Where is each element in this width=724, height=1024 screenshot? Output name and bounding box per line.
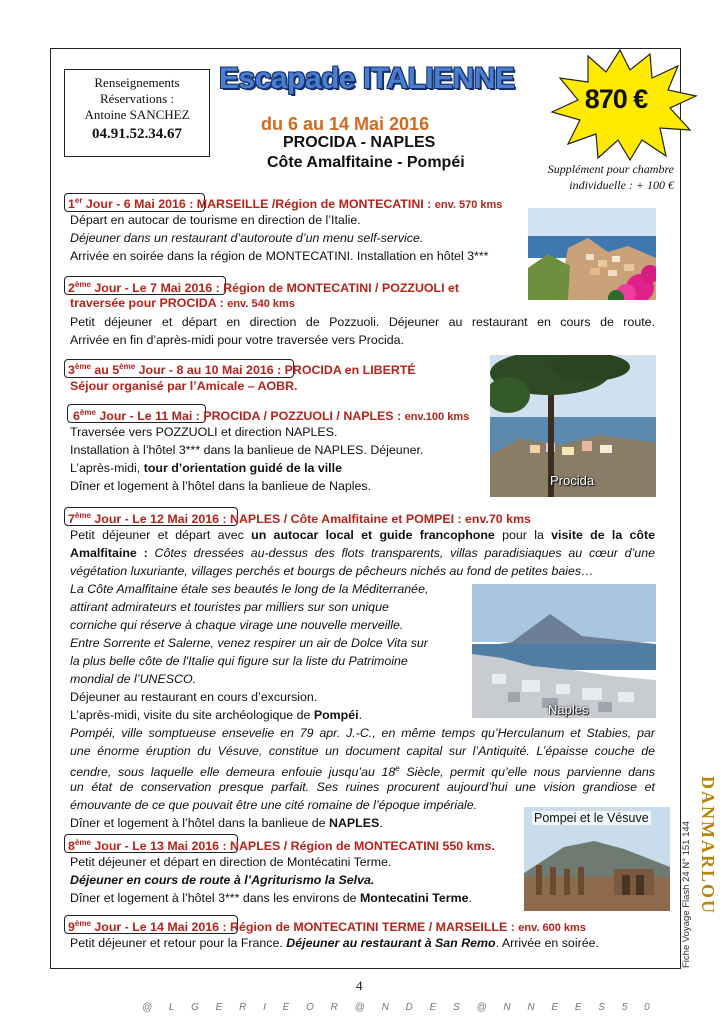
- day7-text: Amalfitaine : Côtes dressées au-dessus des flots transparents, villas paradisiaques au cœur d’une: [70, 546, 655, 560]
- day7-text: corniche qui réserve à chaque virage une nouvelle merveille.: [70, 618, 404, 632]
- day7-text: végétation luxuriante, villages perchés et bourgs de pêcheurs nichés au fond de petites baies…: [70, 564, 594, 578]
- day9-heading: 9ème Jour - Le 14 Mai 2016 : Région de MONTECATINI TERME / MARSEILLE : env. 600 kms: [68, 919, 586, 935]
- contact-line: Renseignements: [94, 75, 180, 90]
- day6-text: Dîner et logement à l’hôtel dans la banlieue de Naples.: [70, 479, 372, 493]
- day8-text: Déjeuner en cours de route à l’Agriturismo la Selva.: [70, 873, 375, 887]
- day7-text: un état de conservation presque parfait. Ses ruines procurent aujourd’hui une vision grandiose et: [70, 780, 655, 794]
- day2-text: Petit déjeuner et départ en direction de Pozzuoli. Déjeuner au restaurant en cours de route.: [70, 315, 655, 329]
- naples-photo: [472, 584, 656, 718]
- procida-caption: Procida: [550, 473, 595, 488]
- day3-heading: 3ème au 5ème Jour - 8 au 10 Mai 2016 : PROCIDA en LIBERTÉ: [68, 362, 416, 378]
- day6-text: Traversée vers POZZUOLI et direction NAPLES.: [70, 425, 338, 439]
- naples-caption: Naples: [548, 702, 589, 717]
- day6-text: L’après-midi, tour d’orientation guidé de la ville: [70, 461, 342, 475]
- day7-text: Déjeuner au restaurant en cours d’excursion.: [70, 690, 318, 704]
- trip-cities: PROCIDA - NAPLES: [283, 134, 436, 151]
- day2-text: Arrivée en fin d’après-midi pour votre traversée vers Procida.: [70, 333, 404, 347]
- day1-text: Arrivée en soirée dans la région de MONTECATINI. Installation en hôtel 3***: [70, 249, 489, 263]
- footer-credit: @ L G E R I E O R @ N D E S @ N N E E S 5 0: [142, 1002, 657, 1013]
- day8-heading: 8ème Jour - Le 13 Mai 2016 : NAPLES / Région de MONTECATINI 550 kms.: [68, 838, 495, 854]
- day9-text: Petit déjeuner et retour pour la France. Déjeuner au restaurant à San Remo. Arrivée en soirée.: [70, 936, 599, 950]
- day7-text: Petit déjeuner et départ avec un autocar local et guide francophone pour la visite de la côte: [70, 528, 655, 542]
- contact-line: Réservations :: [99, 91, 174, 106]
- day1-text: Déjeuner dans un restaurant d’autoroute d’un menu self-service.: [70, 231, 424, 245]
- page-title: Escapade ITALIENNE: [219, 62, 515, 95]
- trip-dates: du 6 au 14 Mai 2016: [261, 114, 430, 134]
- day7-text: mondial de l’UNESCO.: [70, 672, 197, 686]
- day7-text: Pompéi, ville somptueuse ensevelie en 79 apr. J.-C., en même temps qu’Herculanum et Stabies, par: [70, 726, 655, 740]
- day2-heading: 2ème Jour - Le 7 Mai 2016 : Région de MONTECATINI / POZZUOLI et: [68, 280, 460, 296]
- pompei-caption: Pompei et le Vésuve: [534, 811, 649, 825]
- day6-heading: 6ème Jour - Le 11 Mai : PROCIDA / POZZUOLI / NAPLES : env.100 kms: [73, 408, 470, 424]
- pompei-photo: [524, 807, 670, 911]
- price-badge: 870 €: [584, 84, 648, 114]
- contact-box: [64, 69, 210, 157]
- day2-heading-cont: traversée pour PROCIDA : env. 540 kms: [70, 296, 295, 310]
- day1-text: Départ en autocar de tourisme en direction de l’Italie.: [70, 213, 361, 227]
- procida-photo: [490, 355, 656, 497]
- day7-text: émouvante de ce que pouvait être une cité romaine de l’époque impériale.: [70, 798, 478, 812]
- day7-text: La Côte Amalfitaine étale ses beautés le long de la Méditerranée,: [70, 582, 429, 596]
- day1-heading: 1er Jour - 6 Mai 2016 : MARSEILLE /Région de MONTECATINI : env. 570 kms: [68, 196, 503, 212]
- day7-heading: 7ème Jour - Le 12 Mai 2016 : NAPLES / Côte Amalfitaine et POMPEI : env.70 kms: [68, 511, 531, 527]
- day7-text: Entre Sorrente et Salerne, venez respirer un air de Dolce Vita sur: [70, 636, 428, 650]
- day7-text: une énorme éruption du Vésuve, constitue un document capital sur l’Antiquité. L’épaisse couche de: [70, 744, 655, 758]
- day7-text: attirant admirateurs et touristes par milliers sur son unique: [70, 600, 389, 614]
- day7-text: cendre, sous laquelle elle demeura enfouie jusqu’au 18e Siècle, permit qu’elle nous parvienne dans: [70, 764, 655, 780]
- day7-text: la plus belle côte de l'Italie qui figure sur la liste du Patrimoine: [70, 654, 408, 668]
- supplement-note: Supplément pour chambre individuelle : + 100 €: [547, 162, 674, 192]
- positano-photo: [528, 208, 656, 300]
- brand-watermark: DANMARLOU: [698, 776, 718, 915]
- day3-text: Séjour organisé par l’Amicale – AOBR.: [70, 379, 298, 393]
- day8-text: Petit déjeuner et départ en direction de Montécatini Terme.: [70, 855, 392, 869]
- contact-phone: 04.91.52.34.67: [92, 126, 182, 142]
- day7-text: L’après-midi, visite du site archéologique de Pompéi.: [70, 708, 363, 722]
- page-number: 4: [356, 978, 363, 993]
- day7-text: Dîner et logement à l’hôtel dans la banlieue de NAPLES.: [70, 816, 383, 830]
- trip-subtitle: Côte Amalfitaine - Pompéi: [267, 154, 465, 171]
- license-number: Fiche Voyage Flash 24 N° 151 144: [681, 821, 692, 968]
- day8-text: Dîner et logement à l’hôtel 3*** dans les environs de Montecatini Terme.: [70, 891, 472, 905]
- day6-text: Installation à l’hôtel 3*** dans la banlieue de NAPLES. Déjeuner.: [70, 443, 424, 457]
- contact-name: Antoine SANCHEZ: [84, 107, 190, 122]
